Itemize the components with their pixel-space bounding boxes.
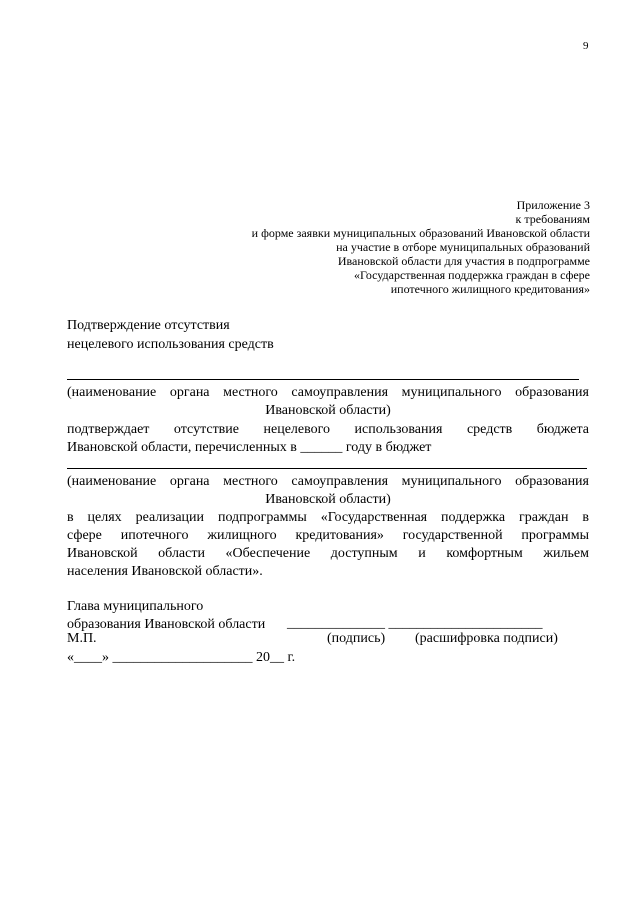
purpose-text-line: Ивановской области «Обеспечение доступным и комфортным жильем <box>67 546 589 561</box>
recipient-blank-line <box>67 468 587 469</box>
caption-region: Ивановской области) <box>265 403 391 418</box>
signature-caption: (подпись) <box>327 631 386 646</box>
signature-blanks: ______________ ______________________ <box>287 616 543 631</box>
date-line: «____» ____________________ 20__ г. <box>67 650 296 665</box>
document-title-line: Подтверждение отсутствия <box>67 318 230 333</box>
signature-decode-caption: (расшифровка подписи) <box>415 631 558 646</box>
purpose-text-line: в целях реализации подпрограммы «Государственная поддержка граждан в <box>67 510 589 525</box>
annex-line: на участие в отборе муниципальных образований <box>336 240 590 254</box>
purpose-text-line: населения Ивановской области». <box>67 564 263 579</box>
confirmation-text-line: подтверждает отсутствие нецелевого использования средств бюджета <box>67 422 589 437</box>
document-title-line: нецелевого использования средств <box>67 337 274 352</box>
head-title: Глава муниципального <box>67 599 204 614</box>
confirmation-text-line: Ивановской области, перечисленных в ______ году в бюджет <box>67 440 432 455</box>
annex-line: Приложение 3 <box>516 198 590 212</box>
annex-header <box>170 198 590 296</box>
head-title: образования Ивановской области <box>67 617 266 632</box>
annex-line: Ивановской области для участия в подпрограмме <box>337 254 590 268</box>
organ-name-blank-line <box>67 379 579 380</box>
caption-organ-name: (наименование органа местного самоуправления муниципального образования <box>67 474 589 489</box>
caption-region: Ивановской области) <box>265 492 391 507</box>
caption-organ-name: (наименование органа местного самоуправления муниципального образования <box>67 385 589 400</box>
annex-line: и форме заявки муниципальных образований Ивановской области <box>251 226 590 240</box>
annex-line: ипотечного жилищного кредитования» <box>390 282 590 296</box>
annex-line: к требованиям <box>515 212 590 226</box>
annex-line: «Государственная поддержка граждан в сфере <box>353 268 590 282</box>
page-number: 9 <box>583 40 589 52</box>
purpose-text-line: сфере ипотечного жилищного кредитования» государственной программы <box>67 528 589 543</box>
stamp-place: М.П. <box>67 631 97 646</box>
